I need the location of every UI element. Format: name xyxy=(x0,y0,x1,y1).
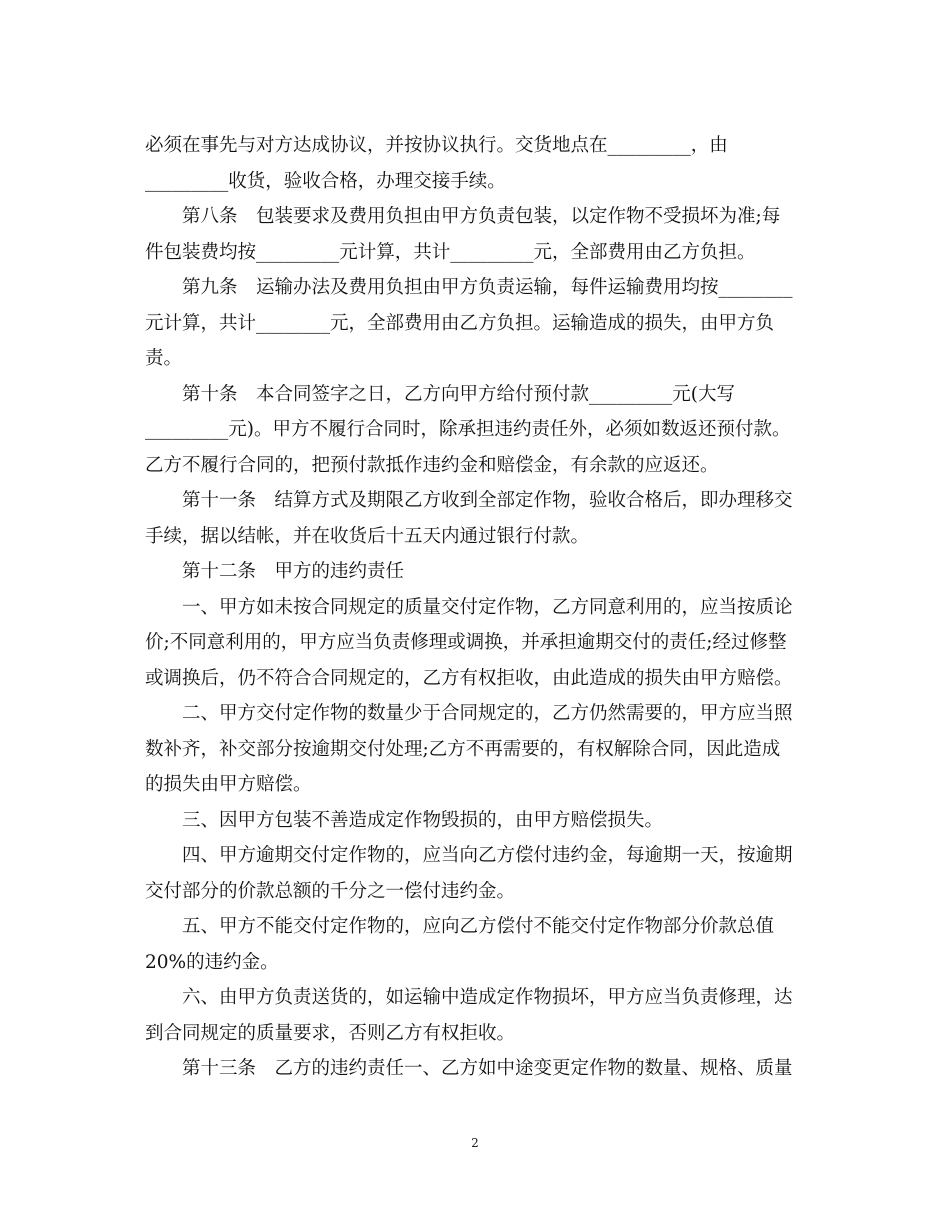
paragraph-clause-5 xyxy=(145,909,805,980)
text-line: 到合同规定的质量要求，否则乙方有权拒收。 xyxy=(145,1022,516,1044)
paragraph-clause-3 xyxy=(145,803,805,839)
text-line: 件包装费均按_________元计算，共计_________元，全部费用由乙方负担。 xyxy=(145,241,756,263)
text-line: 价;不同意利用的，甲方应当负责修理或调换，并承担逾期交付的责任;经过修整 xyxy=(145,632,787,653)
text-line: 第十三条 乙方的违约责任一、乙方如中途变更定作物的数量、规格、质量 xyxy=(182,1058,793,1079)
text-line: 乙方不履行合同的，把预付款抵作违约金和赔偿金，有余款的应返还。 xyxy=(145,454,719,476)
text-line: 元计算，共计________元，全部费用由乙方负担。运输造成的损失，由甲方负 xyxy=(145,312,775,334)
text-line: 四、甲方逾期交付定作物的，应当向乙方偿付违约金，每逾期一天，按逾期 xyxy=(182,845,793,866)
paragraph-article-10 xyxy=(145,377,805,484)
text-line: 交付部分的价款总额的千分之一偿付违约金。 xyxy=(145,880,516,902)
text-line: 第十一条 结算方式及期限乙方收到全部定作物，验收合格后，即办理移交 xyxy=(182,490,793,511)
paragraph-article-12-heading xyxy=(145,554,805,590)
paragraph-clause-4 xyxy=(145,838,805,909)
text-line: 三、因甲方包装不善造成定作物毁损的，由甲方赔偿损失。 xyxy=(182,809,664,831)
text-line: 手续，据以结帐，并在收货后十五天内通过银行付款。 xyxy=(145,525,590,547)
text-line: 的损失由甲方赔偿。 xyxy=(145,774,312,795)
paragraph-clause-6 xyxy=(145,980,805,1051)
paragraph-article-11 xyxy=(145,483,805,554)
text-line: 第八条 包装要求及费用负担由甲方负责包装，以定作物不受损坏为准;每 xyxy=(182,206,781,227)
text-line: 五、甲方不能交付定作物的，应向乙方偿付不能交付定作物部分价款总值 xyxy=(182,916,775,937)
text-line: 必须在事先与对方达成协议，并按协议执行。交货地点在_________，由 xyxy=(145,135,728,156)
paragraph-delivery xyxy=(145,128,805,199)
text-line: _________收货，验收合格，办理交接手续。 xyxy=(145,170,506,192)
page-number: 2 xyxy=(471,1136,479,1150)
text-line: 第十条 本合同签字之日，乙方向甲方给付预付款_________元(大写 xyxy=(182,383,735,405)
text-line: 责。 xyxy=(145,348,183,369)
text-line: 第九条 运输办法及费用负担由甲方负责运输，每件运输费用均按________ xyxy=(182,277,793,298)
document-body xyxy=(145,128,805,1087)
text-line: _________元)。甲方不履行合同时，除承担违约责任外，必须如数返还预付款。 xyxy=(145,419,791,440)
paragraph-article-13 xyxy=(145,1051,805,1087)
text-line: 一、甲方如未按合同规定的质量交付定作物，乙方同意利用的，应当按质论 xyxy=(182,596,793,618)
text-line: 20%的违约金。 xyxy=(145,951,279,973)
paragraph-clause-1 xyxy=(145,590,805,697)
paragraph-article-9 xyxy=(145,270,805,377)
text-line: 或调换后，仍不符合合同规定的，乙方有权拒收，由此造成的损失由甲方赔偿。 xyxy=(145,667,793,689)
paragraph-clause-2 xyxy=(145,696,805,803)
text-line: 第十二条 甲方的违约责任 xyxy=(182,561,405,582)
text-line: 数补齐，补交部分按逾期交付处理;乙方不再需要的，有权解除合同，因此造成 xyxy=(145,738,781,760)
text-line: 六、由甲方负责送货的，如运输中造成定作物损坏，甲方应当负责修理，达 xyxy=(182,987,793,1008)
paragraph-article-8 xyxy=(145,199,805,270)
text-line: 二、甲方交付定作物的数量少于合同规定的，乙方仍然需要的，甲方应当照 xyxy=(182,703,793,724)
